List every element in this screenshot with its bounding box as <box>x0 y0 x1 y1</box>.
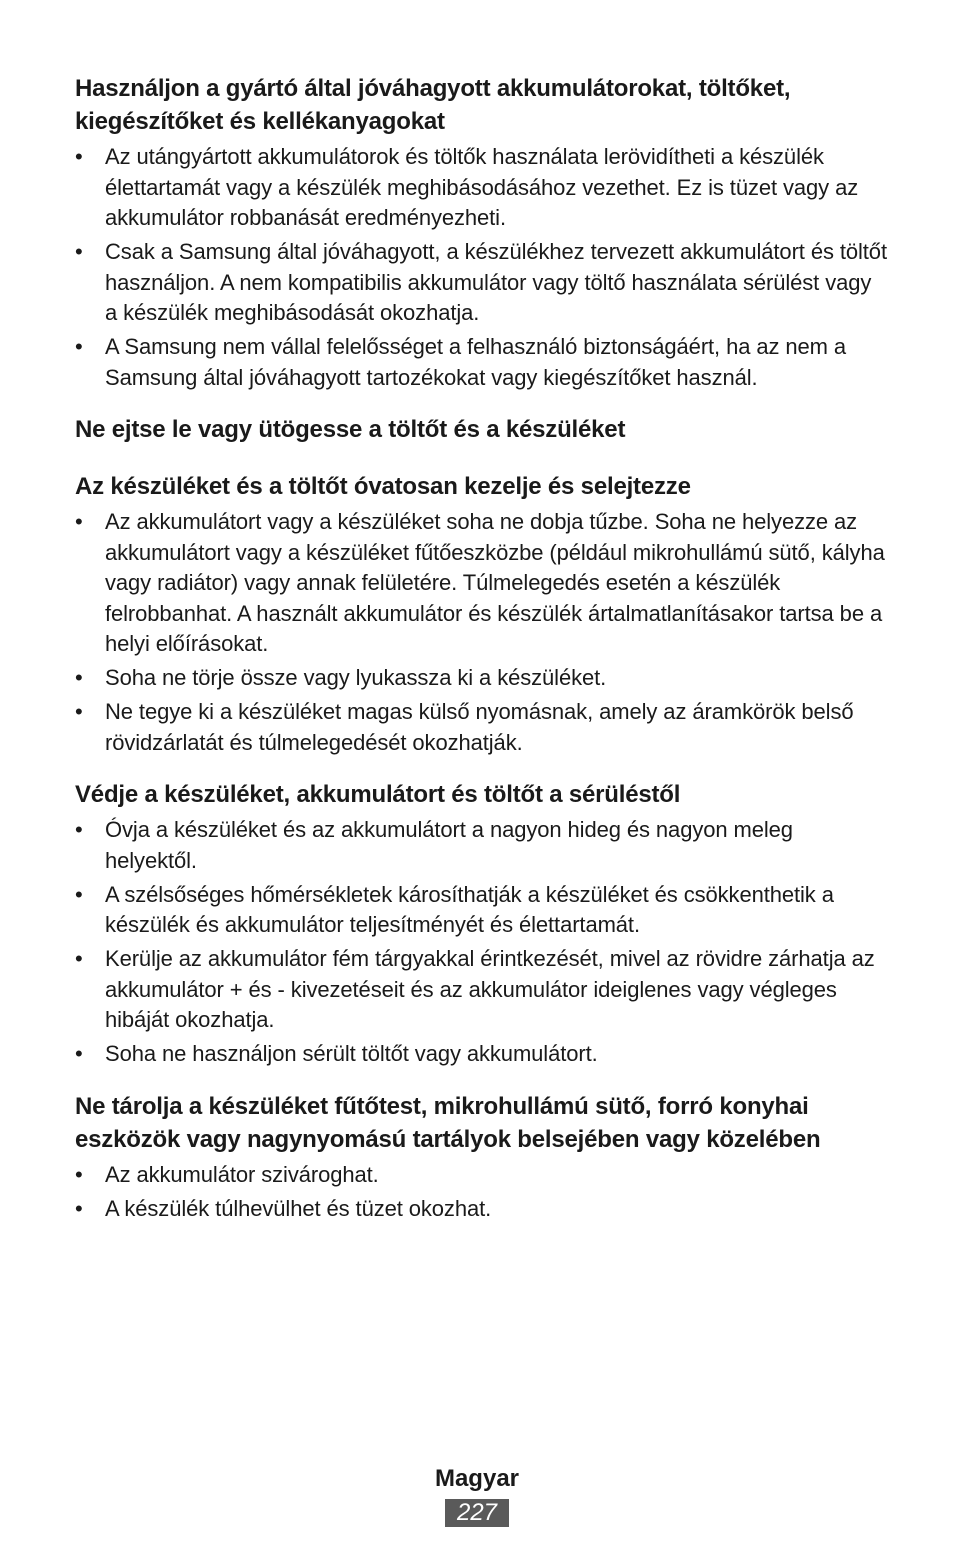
section-heading: Használjon a gyártó által jóváhagyott akkumulátorokat, töltőket, kiegészítőket és kellékanyagokat <box>75 75 791 135</box>
list-item-text: Az akkumulátor szivároghat. <box>105 1161 379 1187</box>
bullet-icon: • <box>75 817 83 842</box>
list-item <box>75 332 887 393</box>
bullet-list <box>75 1160 887 1225</box>
list-item <box>75 944 887 1036</box>
bullet-icon: • <box>75 946 83 971</box>
footer-language: Magyar <box>434 1465 520 1492</box>
section-heading: Ne ejtse le vagy ütögesse a töltőt és a készüléket <box>75 416 626 443</box>
list-item <box>75 697 887 758</box>
list-item <box>75 1039 887 1070</box>
bullet-icon: • <box>75 509 83 534</box>
bullet-icon: • <box>75 239 83 264</box>
bullet-icon: • <box>75 699 83 724</box>
page-footer <box>0 1463 954 1527</box>
page-number: 227 <box>445 1499 509 1527</box>
bullet-icon: • <box>75 1195 83 1221</box>
section-heading: Az készüléket és a töltőt óvatosan kezelje és selejtezze <box>75 473 691 500</box>
list-item-text: Csak a Samsung által jóváhagyott, a készülékhez tervezett akkumulátort és töltőt használjon. A nem kompatibilis akkumulátor vagy töltő használata sérülést vagy a készülék meghibásodását okozhatja. <box>105 239 887 325</box>
section-heading: Ne tárolja a készüléket fűtőtest, mikrohullámú sütő, forró konyhai eszközök vagy nagynyomású tartályok belsejében vagy közelében <box>75 1092 821 1153</box>
section-do-not-drop <box>75 413 887 446</box>
list-item <box>75 663 887 694</box>
section-approved-accessories <box>75 72 887 393</box>
page-content <box>75 72 887 1228</box>
section-heading: Védje a készüléket, akkumulátort és töltőt a sérüléstől <box>75 781 681 808</box>
bullet-icon: • <box>75 1161 83 1187</box>
list-item <box>75 142 887 234</box>
list-item-text: Óvja a készüléket és az akkumulátort a nagyon hideg és nagyon meleg helyektől. <box>105 817 793 873</box>
list-item <box>75 815 887 876</box>
list-item-text: Soha ne törje össze vagy lyukassza ki a készüléket. <box>105 665 607 690</box>
list-item <box>75 1194 887 1225</box>
list-item-text: A Samsung nem vállal felelősséget a felhasználó biztonságáért, ha az nem a Samsung által jóváhagyott tartozékokat vagy kiegészítőket használ. <box>105 334 847 390</box>
list-item-text: A készülék túlhevülhet és tüzet okozhat. <box>105 1195 492 1221</box>
section-protect-damage <box>75 778 887 1070</box>
list-item <box>75 1160 887 1191</box>
list-item-text: Az akkumulátort vagy a készüléket soha ne dobja tűzbe. Soha ne helyezze az akkumulátort vagy a készüléket fűtőeszközbe (például mikrohullámú sütő, kályha vagy radiátor) vagy annak felületére. Túlmelegedés esetén a készülék felrobbanhat. A használt akkumulátor és készülék ártalmatlanításakor tartsa be a helyi előírásokat. <box>105 509 885 656</box>
list-item-text: Soha ne használjon sérült töltőt vagy akkumulátort. <box>105 1041 598 1066</box>
section-do-not-store-near-heat <box>75 1090 887 1225</box>
bullet-icon: • <box>75 1041 83 1066</box>
bullet-list <box>75 507 887 758</box>
list-item-text: Az utángyártott akkumulátorok és töltők használata lerövidítheti a készülék élettartamát vagy a készülék meghibásodásához vezethet. Ez is tüzet vagy az akkumulátor robbanását eredményezheti. <box>105 144 859 230</box>
list-item-text: A szélsőséges hőmérsékletek károsíthatják a készüléket és csökkenthetik a készülék és akkumulátor teljesítményét és élettartamát. <box>105 881 834 937</box>
bullet-icon: • <box>75 334 83 359</box>
list-item <box>75 880 887 941</box>
bullet-list <box>75 815 887 1070</box>
bullet-list <box>75 142 887 393</box>
section-handle-dispose <box>75 470 887 758</box>
list-item <box>75 507 887 660</box>
bullet-icon: • <box>75 881 83 907</box>
list-item <box>75 237 887 329</box>
list-item-text: Ne tegye ki a készüléket magas külső nyomásnak, amely az áramkörök belső rövidzárlatát és túlmelegedését okozhatják. <box>105 699 854 755</box>
bullet-icon: • <box>75 665 83 690</box>
bullet-icon: • <box>75 144 83 169</box>
list-item-text: Kerülje az akkumulátor fém tárgyakkal érintkezését, mivel az rövidre zárhatja az akkumulátor + és - kivezetéseit és az akkumulátor ideiglenes vagy végleges hibáját okozhatja. <box>105 946 875 1032</box>
